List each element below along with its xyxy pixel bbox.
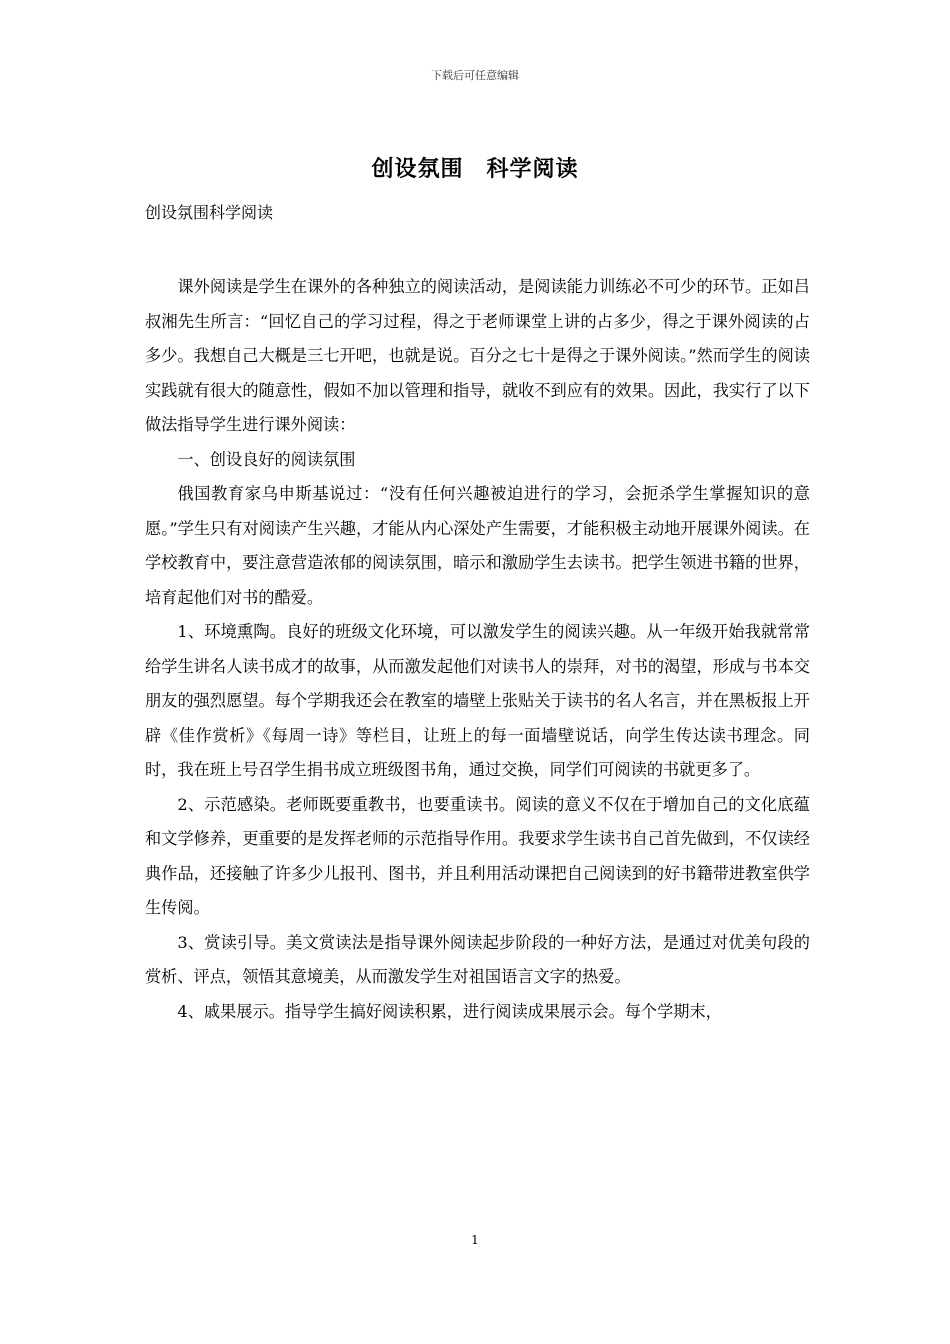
- paragraph-intro: 课外阅读是学生在课外的各种独立的阅读活动，是阅读能力训练必不可少的环节。正如吕叔湘先生所言：“回忆自己的学习过程，得之于老师课堂上讲的占多少，得之于课外阅读的占多少。我想自己大概是三七开吧，也就是说。百分之七十是得之于课外阅读。”然而学生的阅读实践就有很大的随意性，假如不加以管理和指导，就收不到应有的效果。因此，我实行了以下做法指导学生进行课外阅读：: [145, 277, 810, 434]
- paragraph-quote: 俄国教育家乌申斯基说过：“没有任何兴趣被迫进行的学习，会扼杀学生掌握知识的意愿。”学生只有对阅读产生兴趣，才能从内心深处产生需要，才能积极主动地开展课外阅读。在学校教育中，要注意营造浓郁的阅读氛围，暗示和激励学生去读书。把学生领进书籍的世界，培育起他们对书的酷爱。: [145, 484, 810, 607]
- paragraph-item-2: 2、示范感染。老师既要重教书，也要重读书。阅读的意义不仅在于增加自己的文化底蕴和文学修养，更重要的是发挥老师的示范指导作用。我要求学生读书自己首先做到，不仅读经典作品，还接触了许多少儿报刊、图书，并且利用活动课把自己阅读到的好书籍带进教室供学生传阅。: [145, 794, 810, 917]
- document-subtitle: 创设氛围科学阅读: [145, 203, 274, 222]
- document-title: 创设氛围 科学阅读: [371, 156, 579, 182]
- paragraph-item-3: 3、赏读引导。美文赏读法是指导课外阅读起步阶段的一种好方法，是通过对优美句段的赏析、评点，领悟其意境美，从而激发学生对祖国语言文字的热爱。: [145, 932, 810, 986]
- page-number: 1: [471, 1233, 479, 1247]
- section-heading-1: 一、创设良好的阅读氛围: [177, 449, 356, 469]
- paragraph-item-1: 1、环境熏陶。良好的班级文化环境，可以激发学生的阅读兴趣。从一年级开始我就常常给学生讲名人读书成才的故事，从而激发起他们对读书人的崇拜，对书的渴望，形成与书本交朋友的强烈愿望。每个学期我还会在教室的墙壁上张贴关于读书的名人名言，并在黑板报上开辟《佳作赏析》《每周一诗》等栏目，让班上的每一面墙壁说话，向学生传达读书理念。同时，我在班上号召学生捐书成立班级图书角，通过交换，同学们可阅读的书就更多了。: [145, 622, 810, 779]
- page-header-note: 下载后可任意编辑: [431, 69, 519, 82]
- document-body: [145, 270, 810, 1029]
- paragraph-item-4: 4、戚果展示。指导学生搞好阅读积累，进行阅读成果展示会。每个学期末，: [177, 1001, 722, 1021]
